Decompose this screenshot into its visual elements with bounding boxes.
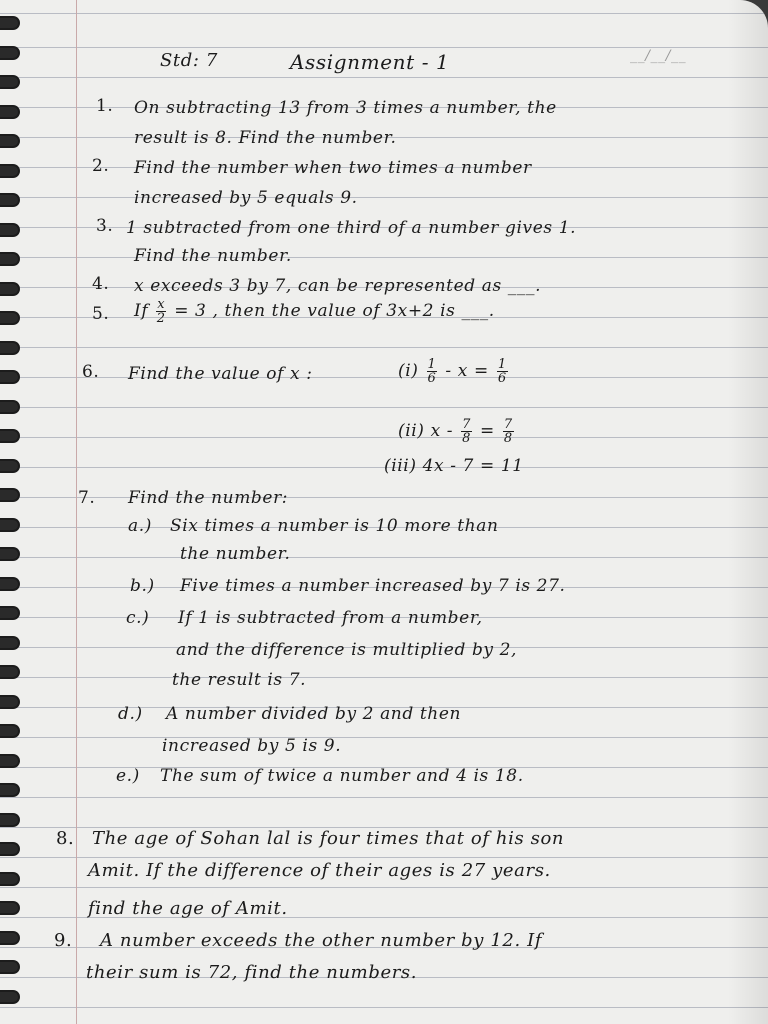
spiral-ring — [0, 636, 20, 650]
spiral-ring — [0, 46, 20, 60]
spiral-ring — [0, 931, 20, 945]
q7c-line1: If 1 is subtracted from a number, — [178, 608, 483, 628]
q8-line1: The age of Sohan lal is four times that of his son — [92, 828, 565, 849]
q4-line1: x exceeds 3 by 7, can be represented as ___. — [134, 276, 542, 296]
q6-part-iii: (iii) 4x - 7 = 11 — [384, 456, 524, 476]
date-field: __/__/__ — [630, 48, 687, 64]
spiral-ring — [0, 311, 20, 325]
spiral-ring — [0, 164, 20, 178]
q1-line2: result is 8. Find the number. — [134, 128, 397, 148]
spiral-ring — [0, 606, 20, 620]
q2-line1: Find the number when two times a number — [134, 158, 532, 178]
spiral-ring — [0, 75, 20, 89]
spiral-ring — [0, 105, 20, 119]
spiral-ring — [0, 459, 20, 473]
q5-fraction: $\frac{x}{2}$ — [156, 297, 166, 326]
spiral-ring — [0, 400, 20, 414]
q7d-line2: increased by 5 is 9. — [162, 736, 342, 756]
q9-number: 9. — [54, 930, 73, 951]
q7c-line2: and the difference is multiplied by 2, — [176, 640, 518, 660]
spiral-ring — [0, 754, 20, 768]
spiral-ring — [0, 577, 20, 591]
spiral-binding — [0, 16, 22, 1006]
q4-number: 4. — [92, 274, 110, 294]
q8-line2: Amit. If the difference of their ages is 27 years. — [88, 860, 551, 881]
spiral-ring — [0, 16, 20, 30]
page-title: Assignment - 1 — [290, 50, 450, 74]
q2-line2: increased by 5 equals 9. — [134, 188, 358, 208]
q7-number: 7. — [78, 488, 96, 508]
spiral-ring — [0, 783, 20, 797]
q6-number: 6. — [82, 362, 100, 382]
spiral-ring — [0, 990, 20, 1004]
q8-line3: find the age of Amit. — [88, 898, 288, 919]
q2-number: 2. — [92, 156, 110, 176]
spiral-ring — [0, 724, 20, 738]
spiral-ring — [0, 341, 20, 355]
spiral-ring — [0, 665, 20, 679]
spiral-ring — [0, 695, 20, 709]
q3-line1: 1 subtracted from one third of a number gives 1. — [126, 218, 577, 238]
spiral-ring — [0, 134, 20, 148]
q7c-tag: c.) — [126, 608, 150, 628]
q7a-line1: Six times a number is 10 more than — [170, 516, 499, 536]
spiral-ring — [0, 252, 20, 266]
q7-lead: Find the number: — [128, 488, 289, 508]
q7b-line1: Five times a number increased by 7 is 27. — [180, 576, 566, 596]
q3-number: 3. — [96, 216, 114, 236]
q5-line — [134, 298, 495, 325]
q5-pre: If — [134, 301, 149, 321]
spiral-ring — [0, 370, 20, 384]
q7a-tag: a.) — [128, 516, 152, 536]
q7a-line2: the number. — [180, 544, 291, 564]
q7e-tag: e.) — [116, 766, 140, 786]
spiral-ring — [0, 813, 20, 827]
q1-number: 1. — [96, 96, 114, 116]
spiral-ring — [0, 960, 20, 974]
spiral-ring — [0, 223, 20, 237]
q7c-line3: the result is 7. — [172, 670, 307, 690]
std-label: Std: 7 — [160, 50, 218, 71]
q1-line1: On subtracting 13 from 3 times a number, the — [134, 98, 557, 118]
q7d-line1: A number divided by 2 and then — [166, 704, 462, 724]
q9-line1: A number exceeds the other number by 12. If — [100, 930, 543, 951]
spiral-ring — [0, 488, 20, 502]
spiral-ring — [0, 872, 20, 886]
q7e-line1: The sum of twice a number and 4 is 18. — [160, 766, 524, 786]
spiral-ring — [0, 518, 20, 532]
q9-line2: their sum is 72, find the numbers. — [86, 962, 418, 983]
q5-post: = 3 , then the value of 3x+2 is ___. — [174, 301, 495, 321]
q5-number: 5. — [92, 304, 110, 324]
q6-lead: Find the value of x : — [128, 364, 313, 384]
spiral-ring — [0, 193, 20, 207]
spiral-ring — [0, 901, 20, 915]
q6-part-i: (i) $\frac{1}{6}$ - x = $\frac{1}{6}$ — [398, 357, 507, 386]
spiral-ring — [0, 547, 20, 561]
spiral-ring — [0, 842, 20, 856]
q6-part-ii: (ii) x - $\frac{7}{8}$ = $\frac{7}{8}$ — [398, 417, 513, 446]
q7d-tag: d.) — [118, 704, 143, 724]
spiral-ring — [0, 429, 20, 443]
spiral-ring — [0, 282, 20, 296]
q8-number: 8. — [56, 828, 75, 849]
q7b-tag: b.) — [130, 576, 155, 596]
q3-line2: Find the number. — [134, 246, 292, 266]
